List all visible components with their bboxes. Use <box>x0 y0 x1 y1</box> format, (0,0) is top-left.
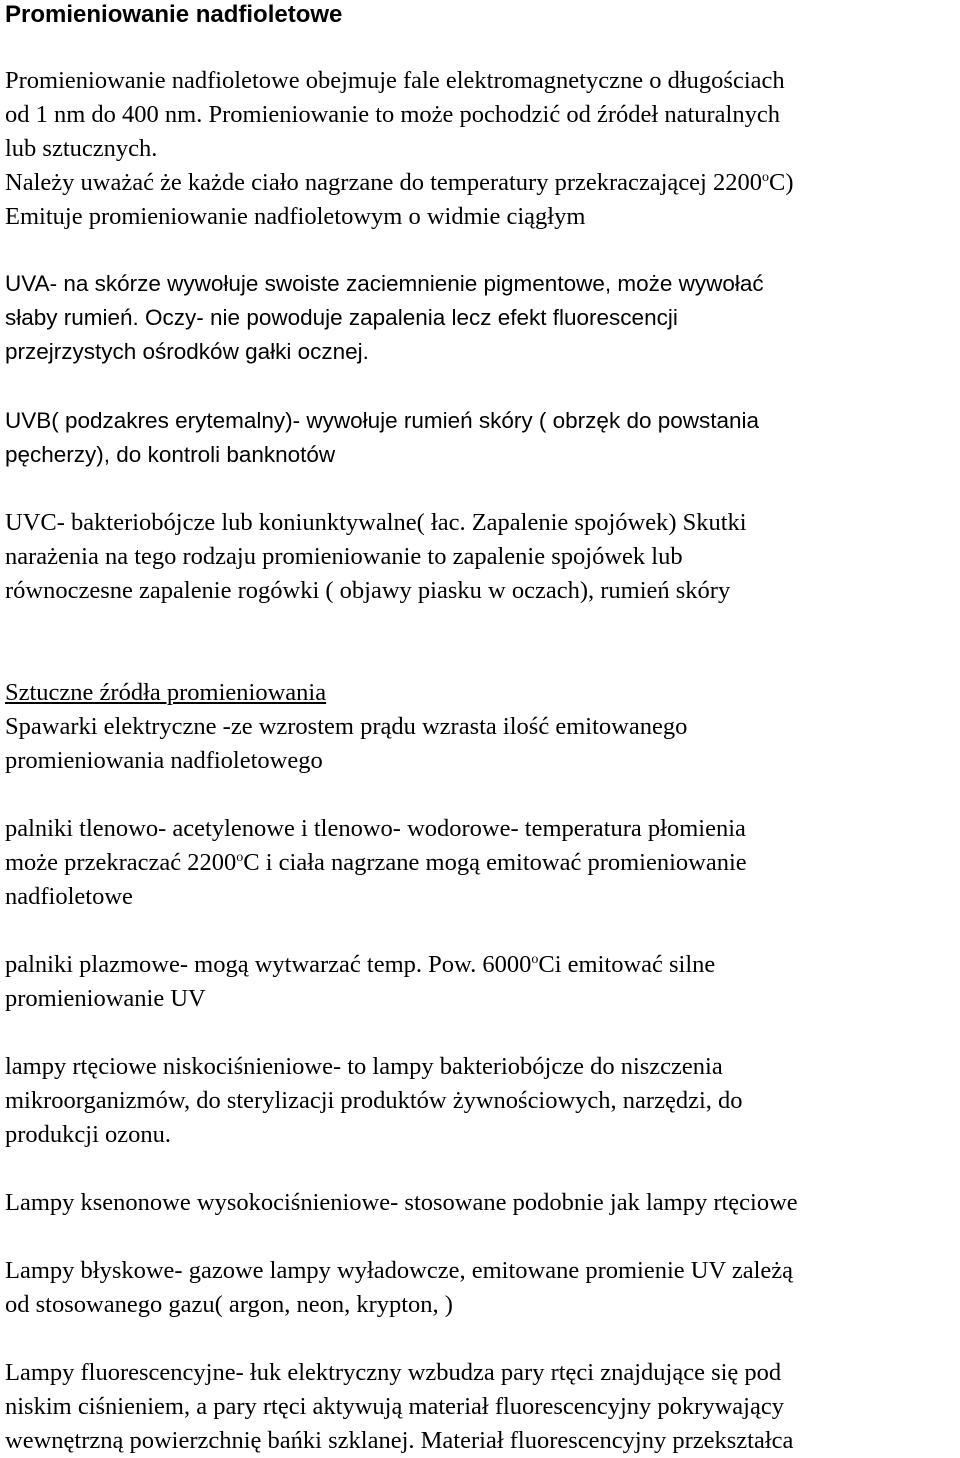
fluorescent-lamps-paragraph <box>5 1356 793 1458</box>
page-title: Promieniowanie nadfioletowe <box>5 1 343 28</box>
text-line: UVB( podzakres erytemalny)- wywołuje rumień skóry ( obrzęk do powstania <box>5 408 760 433</box>
degree-superscript: o <box>762 169 769 185</box>
mercury-lamps-paragraph <box>5 1050 743 1152</box>
text-line: UVC- bakteriobójcze lub koniunktywalne( łac. Zapalenie spojówek) Skutki <box>5 509 747 536</box>
text-fragment: C i ciała nagrzane mogą emitować promieniowanie <box>243 849 747 876</box>
torches-paragraph <box>5 812 747 914</box>
text-line: palniki tlenowo- acetylenowe i tlenowo- wodorowe- temperatura płomienia <box>5 815 746 842</box>
intro-paragraph <box>5 64 794 234</box>
degree-superscript: o <box>531 951 539 967</box>
text-fragment: palniki plazmowe- mogą wytwarzać temp. Pow. 6000 <box>5 951 532 978</box>
text-fragment: C) <box>769 169 794 196</box>
text-line: Emituje promieniowanie nadfioletowym o widmie ciągłym <box>5 203 586 230</box>
section-heading: Sztuczne źródła promieniowania <box>5 679 327 706</box>
text-line: Lampy błyskowe- gazowe lampy wyładowcze, emitowane promienie UV zależą <box>5 1257 794 1284</box>
text-fragment: może przekraczać 2200 <box>5 849 237 876</box>
text-line: nadfioletowe <box>5 883 133 910</box>
text-line: UVA- na skórze wywołuje swoiste zaciemnienie pigmentowe, może wywołać <box>5 271 764 296</box>
uvc-paragraph <box>5 506 747 608</box>
text-line: produkcji ozonu. <box>5 1121 172 1148</box>
text-line: mikroorganizmów, do sterylizacji produktów żywnościowych, narzędzi, do <box>5 1087 743 1114</box>
text-line <box>5 948 715 982</box>
text-line: promieniowania nadfioletowego <box>5 747 323 774</box>
degree-superscript: o <box>236 849 244 865</box>
plasma-paragraph <box>5 948 715 1016</box>
uva-paragraph <box>5 267 764 369</box>
text-line: narażenia na tego rodzaju promieniowanie to zapalenie spojówek lub <box>5 543 683 570</box>
text-line: lampy rtęciowe niskociśnieniowe- to lampy bakteriobójcze do niszczenia <box>5 1053 723 1080</box>
text-line <box>5 846 747 880</box>
text-line: od stosowanego gazu( argon, neon, krypton, ) <box>5 1291 453 1318</box>
text-line: przejrzystych ośrodków gałki ocznej. <box>5 339 369 364</box>
text-line: Lampy ksenonowe wysokociśnieniowe- stosowane podobnie jak lampy rtęciowe <box>5 1189 798 1216</box>
text-line: wewnętrzną powierzchnię bańki szklanej. Materiał fluorescencyjny przekształca <box>5 1427 794 1454</box>
uvb-paragraph <box>5 404 759 472</box>
text-line: słaby rumień. Oczy- nie powoduje zapalenia lecz efekt fluorescencji <box>5 305 678 330</box>
text-line: od 1 nm do 400 nm. Promieniowanie to może pochodzić od źródeł naturalnych <box>5 101 780 128</box>
flash-lamps-paragraph <box>5 1254 793 1322</box>
text-line: równoczesne zapalenie rogówki ( objawy piasku w oczach), rumień skóry <box>5 577 731 604</box>
text-line <box>5 166 794 200</box>
text-line: niskim ciśnieniem, a pary rtęci aktywują materiał fluorescencyjny pokrywający <box>5 1393 784 1420</box>
text-line: Promieniowanie nadfioletowe obejmuje fale elektromagnetyczne o długościach <box>5 67 785 94</box>
text-fragment: Ci emitować silne <box>538 951 716 978</box>
xenon-lamps-paragraph <box>5 1186 798 1220</box>
text-line: Spawarki elektryczne -ze wzrostem prądu wzrasta ilość emitowanego <box>5 713 688 740</box>
text-line: lub sztucznych. <box>5 135 158 162</box>
text-fragment: Należy uważać że każde ciało nagrzane do temperatury przekraczającej 2200 <box>5 169 762 196</box>
text-line: Lampy fluorescencyjne- łuk elektryczny wzbudza pary rtęci znajdujące się pod <box>5 1359 782 1386</box>
text-line: promieniowanie UV <box>5 985 206 1012</box>
text-line: pęcherzy), do kontroli banknotów <box>5 442 336 467</box>
artificial-sources-paragraph <box>5 676 687 778</box>
